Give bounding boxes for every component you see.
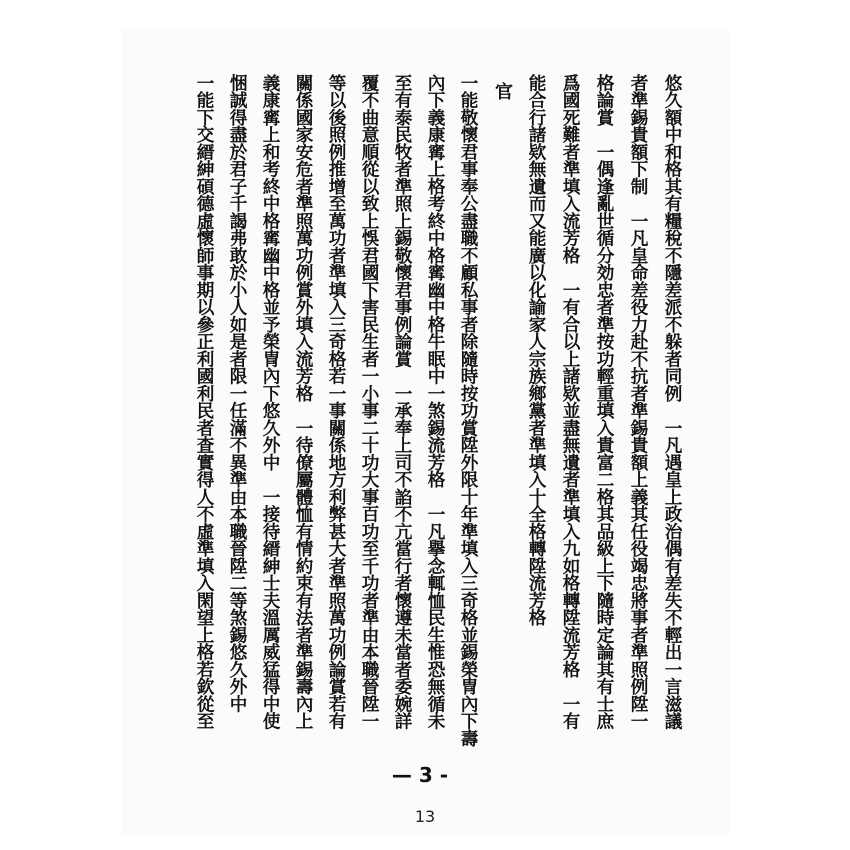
text-column: 義康寗上和考終中格寗幽中格並予榮冑內下悠久外中 一接待縉紳士夫溫厲威猛得中使 [260,74,280,730]
text-column: 至有泰民牧者準照上錫敬懷君事例論賞 一承奉上司不諂不亢當行者懷遵未當者委婉詳 [392,74,412,730]
text-column: 悃誠得盡於君子千謁弗敢於小人如是者限一任滿不異準由本職晉陞二等煞錫悠久外中 [227,74,247,713]
text-column: 者準錫貴額下制 一凡皇命差役力赴不抗者準錫貴額上義其任役竭忠將事者準照例陞一 [628,74,648,730]
text-column: 一能下交縉紳碩德虛懷師事期以參正利國利民者査實得人不虛準填入閑望上格若欽從至 [194,74,214,730]
text-column: 能合行諸欵無遺而又能廣以化諭家人宗族鄉黨者準填入十全格轉陞流芳格 [526,74,546,626]
text-column: 等以後照例推增至萬功者準填入三奇格若一事關係地方利弊甚大者準照萬功例論賞若有 [326,74,346,730]
text-column: 一能敬懷君事奉公盡職不顧私事者除隨時按功賞陞外限十年準填入三奇格並錫榮冑內下壽 [458,74,478,747]
page-number-marker: — 3 - [391,763,449,787]
text-column: 悠久額中和格其有糧稅不隱差派不躲者同例 一凡遇皇上政治偶有差失不輕出一言滋議 [662,74,682,730]
text-column: 內下義康寗上格考終中格寗幽中格牛眠中一煞錫流芳格 一凡擧念輒恤民生惟恐無循未 [425,74,445,730]
text-column: 關係國家安危者準照萬功例賞外填入流芳格 一待僚屬體恤有情約束有法者準錫壽內上 [293,74,313,730]
vertical-text-block [185,74,685,750]
text-column: 覆不曲意順從以致上悞君國下害民生者一小事二十功大事百功至千功者準由本職晉陞一 [359,74,379,730]
text-column: 爲國死難者準填入流芳格 一有合以上諸欵並盡無遺者準填入九如格轉陞流芳格 一有 [560,74,580,730]
section-heading: 官 [492,82,513,100]
text-column: 格論賞 一偶逢亂世循分効忠者準按功輕重填入貴富二格其品級上下隨時定論其有士庶 [594,74,614,730]
scan-page-number: 13 [414,807,436,826]
